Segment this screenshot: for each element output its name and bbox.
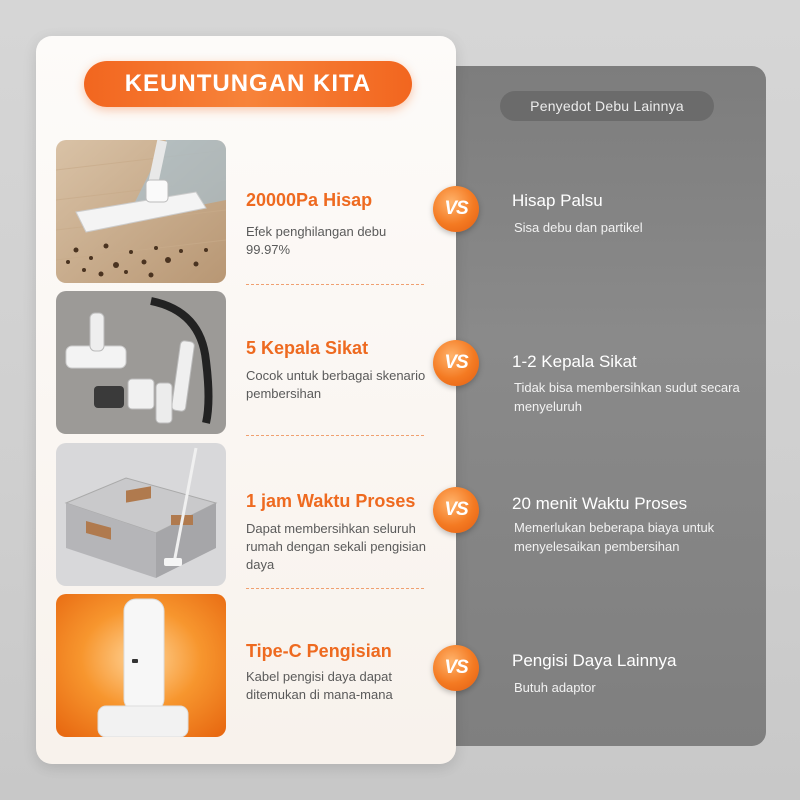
competitor-desc-suction: Sisa debu dan partikel	[514, 220, 643, 235]
feature-title-brush: 5 Kepala Sikat	[246, 338, 369, 358]
competitor-desc-runtime: Memerlukan beberapa biaya untuk menyelesaikan pembersihan	[514, 520, 715, 554]
feature-desc-runtime: Dapat membersihkan seluruh rumah dengan sekali pengisian daya	[246, 521, 426, 572]
page-title: KEUNTUNGAN KITA	[84, 61, 412, 107]
divider	[246, 435, 424, 436]
house-image	[56, 443, 226, 586]
feature-desc-brush: Cocok untuk berbagai skenario pembersihan	[246, 368, 426, 401]
feature-desc-suction: Efek penghilangan debu 99.97%	[246, 224, 387, 257]
competitor-title-runtime: 20 menit Waktu Proses	[512, 494, 688, 513]
competitor-title-brush: 1-2 Kepala Sikat	[512, 352, 637, 371]
brush-heads-illustration	[56, 291, 226, 434]
feature-title-charging: Tipe-C Pengisian	[246, 641, 392, 661]
floor-mop-illustration	[56, 140, 226, 283]
suction-image	[56, 140, 226, 283]
feature-title-suction: 20000Pa Hisap	[246, 190, 373, 210]
divider	[246, 588, 424, 589]
charging-illustration	[56, 594, 226, 737]
competitor-title-suction: Hisap Palsu	[512, 191, 603, 210]
competitor-title-charging: Pengisi Daya Lainnya	[512, 651, 677, 670]
competitor-desc-brush: Tidak bisa membersihkan sudut secara menyeluruh	[514, 380, 740, 414]
vs-badge-icon: VS	[433, 487, 479, 533]
vs-badge-icon: VS	[433, 186, 479, 232]
competitor-label: Penyedot Debu Lainnya	[500, 91, 714, 121]
feature-title-runtime: 1 jam Waktu Proses	[246, 491, 416, 511]
vs-badge-icon: VS	[433, 340, 479, 386]
house-cutaway-illustration	[56, 443, 226, 586]
competitor-desc-charging: Butuh adaptor	[514, 680, 596, 695]
feature-desc-charging: Kabel pengisi daya dapat ditemukan di mana-mana	[246, 669, 393, 702]
vs-badge-icon: VS	[433, 645, 479, 691]
brush-heads-image	[56, 291, 226, 434]
charging-image	[56, 594, 226, 737]
divider	[246, 284, 424, 285]
